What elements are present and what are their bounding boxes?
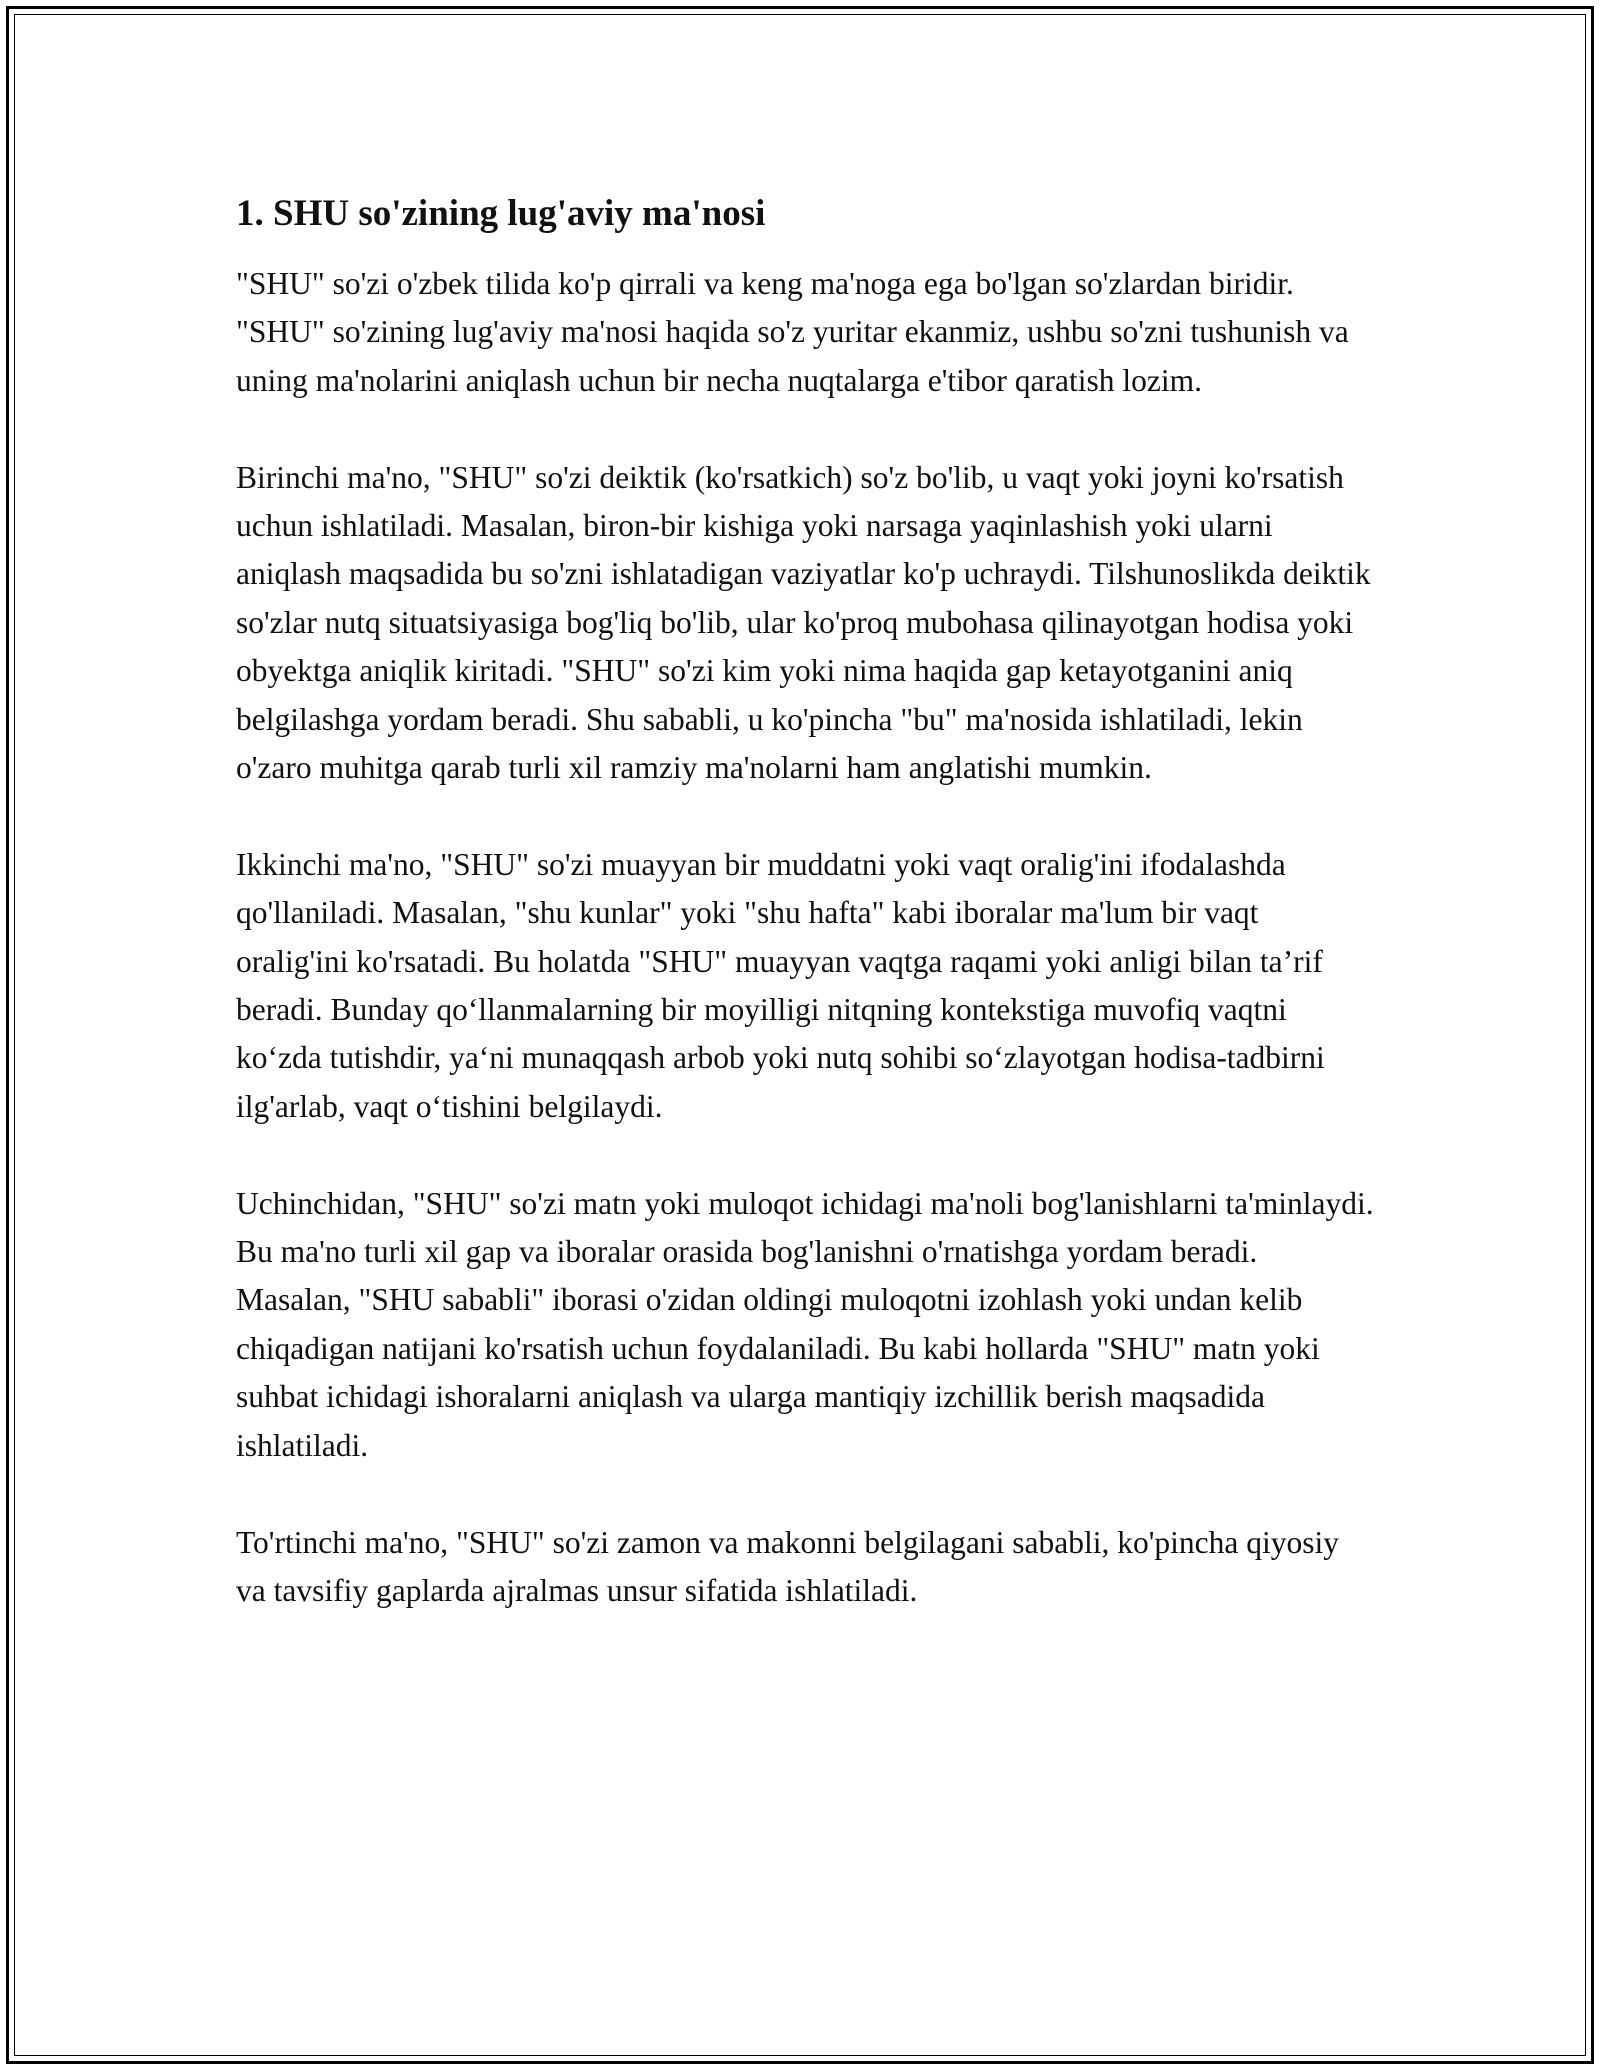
paragraph-second-meaning: Ikkinchi ma'no, "SHU" so'zi muayyan bir muddatni yoki vaqt oralig'ini ifodalashda qo'llaniladi. Masalan, "shu kunlar" yoki "shu hafta" kabi iboralar ma'lum bir vaqt oralig'ini ko'rsatadi. Bu holatda "SHU" muayyan vaqtga raqami yoki anligi bilan ta’rif beradi. Bunday qo‘llanmalarning bir moyilligi nitqning kontekstiga muvofiq vaqtni ko‘zda tutishdir, ya‘ni munaqqash arbob yoki nutq sohibi so‘zlayotgan hodisa-tadbirni ilg'arlab, vaqt o‘tishini belgilaydi. [236, 846, 1325, 1124]
paragraph-third-meaning: Uchinchidan, "SHU" so'zi matn yoki muloqot ichidagi ma'noli bog'lanishlarni ta'minlaydi. Bu ma'no turli xil gap va iboralar orasida bog'lanishni o'rnatishga yordam beradi. Masalan, "SHU sababli" iborasi o'zidan oldingi muloqotni izohlash yoki undan kelib chiqadigan natijani ko'rsatish uchun foydalaniladi. Bu kabi hollarda "SHU" matn yoki suhbat ichidagi ishoralarni aniqlash va ularga mantiqiy izchillik berish maqsadida ishlatiladi. [236, 1185, 1374, 1463]
paragraph-intro: "SHU" so'zi o'zbek tilida ko'p qirrali va keng ma'noga ega bo'lgan so'zlardan biridir. "SHU" so'zining lug'aviy ma'nosi haqida so'z yuritar ekanmiz, ushbu so'zni tushunish va uning ma'nolarini aniqlash uchun bir necha nuqtalarga e'tibor qaratish lozim. [236, 266, 1349, 398]
paragraph-fourth-meaning: To'rtinchi ma'no, "SHU" so'zi zamon va makonni belgilagani sababli, ko'pincha qiyosiy va tavsifiy gaplarda ajralmas unsur sifatida ishlatiladi. [236, 1524, 1340, 1608]
document-body [236, 188, 1376, 1615]
paragraph-first-meaning: Birinchi ma'no, "SHU" so'zi deiktik (ko'rsatkich) so'z bo'lib, u vaqt yoki joyni ko'rsatish uchun ishlatiladi. Masalan, biron-bir kishiga yoki narsaga yaqinlashish yoki ularni aniqlash maqsadida bu so'zni ishlatadigan vaziyatlar ko'p uchraydi. Tilshunoslikda deiktik so'zlar nutq situatsiyasiga bog'liq bo'lib, ular ko'proq mubohasa qilinayotgan hodisa yoki obyektga aniqlik kiritadi. "SHU" so'zi kim yoki nima haqida gap ketayotganini aniq belgilashga yordam beradi. Shu sababli, u ko'pincha "bu" ma'nosida ishlatiladi, lekin o'zaro muhitga qarab turli xil ramziy ma'nolarni ham anglatishi mumkin. [236, 459, 1371, 786]
section-heading: 1. SHU so'zining lug'aviy ma'nosi [236, 193, 766, 234]
